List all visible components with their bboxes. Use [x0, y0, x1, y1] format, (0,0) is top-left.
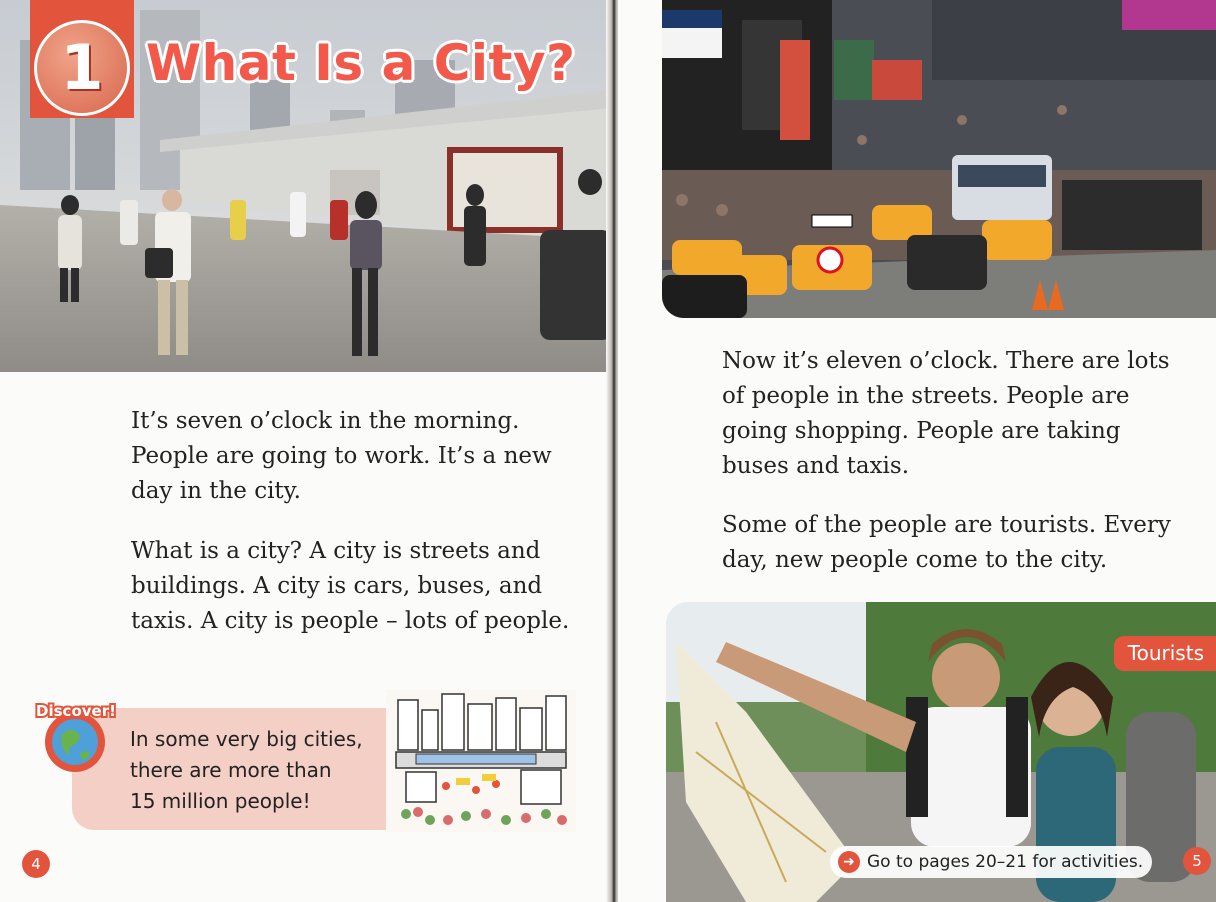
page-number-left: 4 [22, 850, 50, 878]
left-paragraph-2-text: What is a city? A city is streets and buildings. A city is cars, buses, and taxis. A city is people – lots of people. [131, 538, 570, 634]
chapter-title: What Is a City? [146, 34, 576, 92]
discover-badge [28, 696, 124, 776]
activities-link[interactable] [830, 846, 1152, 878]
chapter-number: 1 [60, 31, 104, 104]
page-number-right: 5 [1183, 847, 1211, 875]
discover-line-2: there are more than [130, 758, 332, 782]
right-page [618, 0, 1216, 902]
tourists-label: Tourists [1114, 636, 1216, 671]
discover-line-1: In some very big cities, [130, 727, 363, 751]
discover-badge-label: Discover! [36, 702, 116, 720]
activities-text: Go to pages 20–21 for activities. [867, 852, 1144, 872]
left-paragraph-1 [131, 404, 571, 509]
crowded-city-illustration [386, 690, 576, 832]
discover-line-3: 15 million people! [130, 789, 311, 813]
right-paragraph-1 [722, 344, 1192, 484]
chapter-number-badge [34, 20, 130, 116]
right-paragraph-2 [722, 508, 1192, 578]
arrow-right-icon: ➜ [838, 851, 860, 873]
left-paragraph-2 [131, 534, 571, 639]
right-paragraph-1-text: Now it’s eleven o’clock. There are lots of people in the streets. People are going shopping. People are taking buses and taxis. [722, 348, 1170, 479]
busy-street-photo [662, 0, 1216, 318]
left-paragraph-1-text: It’s seven o’clock in the morning. People are going to work. It’s a new day in the city. [131, 408, 552, 504]
right-paragraph-2-text: Some of the people are tourists. Every day, new people come to the city. [722, 512, 1171, 573]
discover-text [130, 724, 390, 817]
